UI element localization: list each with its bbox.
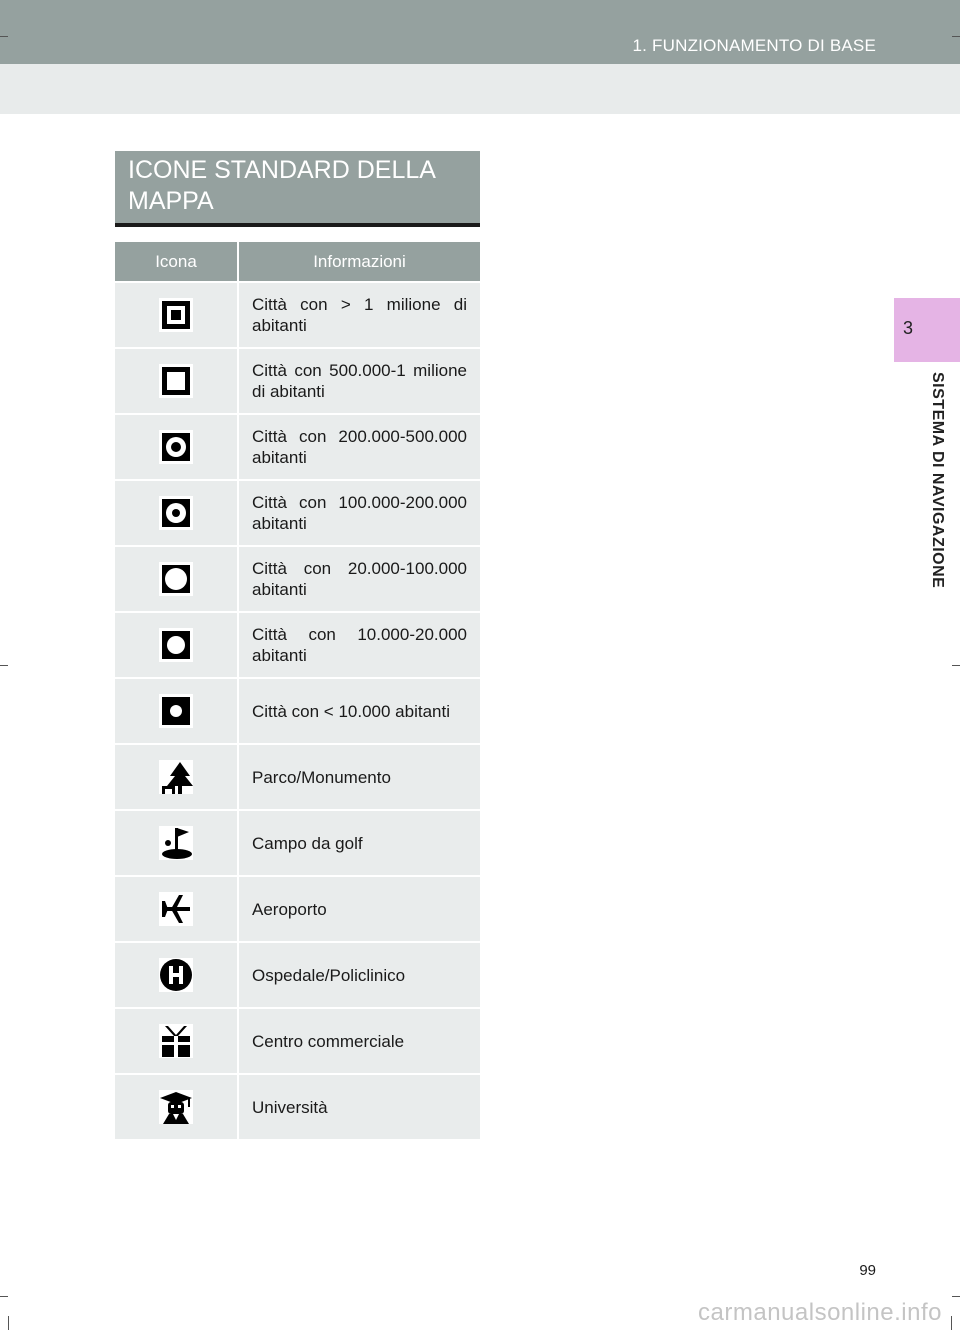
table-row — [115, 414, 480, 480]
row-info: Parco/Monumento — [238, 744, 480, 810]
city-over-1m-icon — [159, 298, 193, 332]
row-info: Centro commerciale — [238, 1008, 480, 1074]
crop-mark — [0, 36, 8, 37]
crop-mark — [952, 665, 960, 666]
table-row — [115, 678, 480, 744]
chapter-label: SISTEMA DI NAVIGAZIONE — [929, 372, 946, 589]
row-info: Aeroporto — [238, 876, 480, 942]
row-info: Città con 20.000-100.000 abitanti — [238, 546, 480, 612]
crop-mark — [952, 36, 960, 37]
university-icon — [159, 1090, 193, 1124]
row-info: Università — [238, 1074, 480, 1139]
table-row — [115, 348, 480, 414]
table-row — [115, 942, 480, 1008]
table-row — [115, 876, 480, 942]
city-10k-20k-icon — [159, 628, 193, 662]
crop-mark — [951, 1316, 952, 1330]
golf-course-icon — [159, 826, 193, 860]
section-title-box — [115, 151, 480, 227]
column-header-icon: Icona — [115, 242, 238, 282]
row-info: Ospedale/Policlinico — [238, 942, 480, 1008]
header-bar — [0, 0, 960, 64]
header-subbar — [0, 64, 960, 114]
hospital-icon — [159, 958, 193, 992]
row-info: Campo da golf — [238, 810, 480, 876]
row-info: Città con 100.000-200.000 abitanti — [238, 480, 480, 546]
table-row — [115, 810, 480, 876]
table-row — [115, 1008, 480, 1074]
header-title: 1. FUNZIONAMENTO DI BASE — [632, 36, 876, 55]
airport-icon — [159, 892, 193, 926]
crop-mark — [952, 1296, 960, 1297]
table-header-row — [115, 242, 480, 282]
watermark: carmanualsonline.info — [698, 1299, 942, 1326]
column-header-info: Informazioni — [238, 242, 480, 282]
row-info: Città con 200.000-500.000 abitanti — [238, 414, 480, 480]
city-under-10k-icon — [159, 694, 193, 728]
chapter-number: 3 — [903, 318, 914, 338]
table-row — [115, 480, 480, 546]
row-info: Città con 500.000-1 milione di abitanti — [238, 348, 480, 414]
table-row — [115, 612, 480, 678]
park-monument-icon — [159, 760, 193, 794]
crop-mark — [0, 665, 8, 666]
city-500k-1m-icon — [159, 364, 193, 398]
row-info: Città con > 1 milione di abitanti — [238, 282, 480, 348]
row-info: Città con < 10.000 abitanti — [238, 678, 480, 744]
page-number: 99 — [859, 1262, 876, 1279]
shopping-center-icon — [159, 1024, 193, 1058]
table-row — [115, 282, 480, 348]
city-200k-500k-icon — [159, 430, 193, 464]
table-row — [115, 1074, 480, 1139]
crop-mark — [0, 1296, 8, 1297]
row-info: Città con 10.000-20.000 abitanti — [238, 612, 480, 678]
city-20k-100k-icon — [159, 562, 193, 596]
crop-mark — [8, 1316, 9, 1330]
icon-table — [115, 242, 480, 1139]
section-title: ICONE STANDARD DELLA MAPPA — [128, 156, 435, 215]
table-row — [115, 546, 480, 612]
city-100k-200k-icon — [159, 496, 193, 530]
table-row — [115, 744, 480, 810]
